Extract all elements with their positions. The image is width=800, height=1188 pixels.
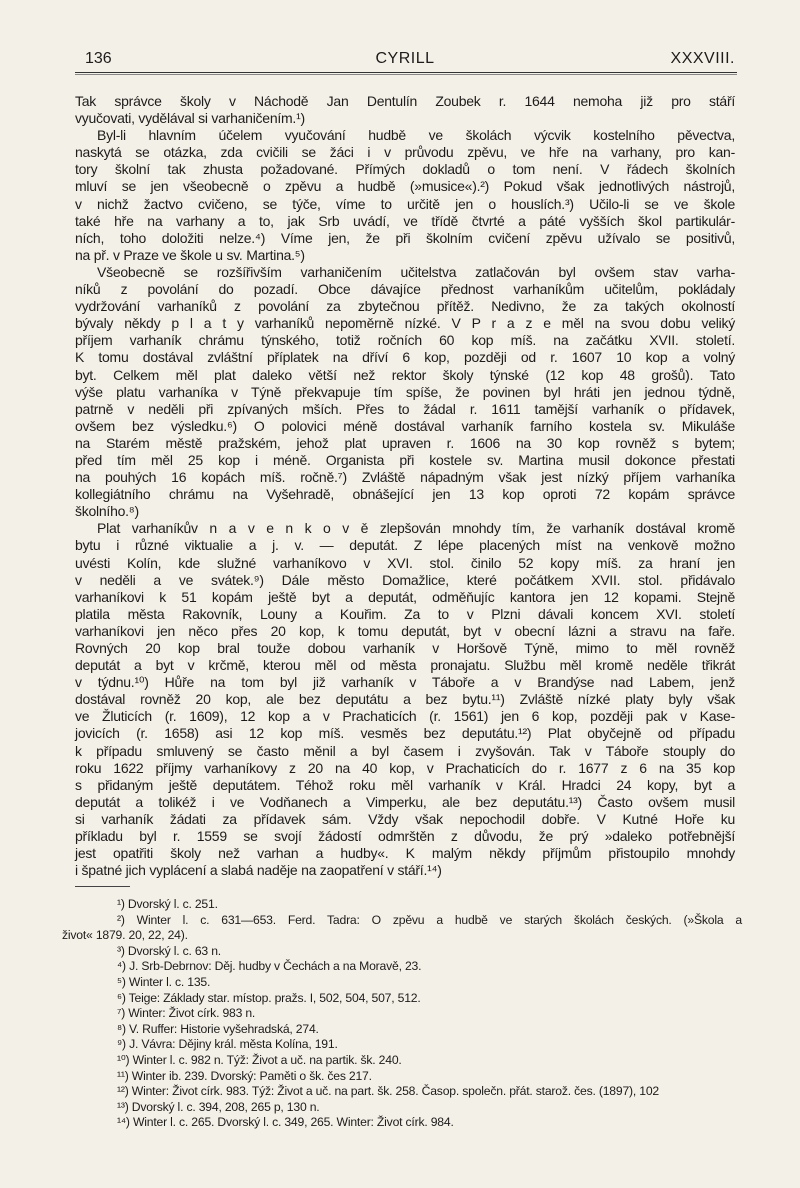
journal-title: CYRILL (375, 50, 435, 67)
text-line: s přidaným ještě deputátem. Téhož roku měl varhaník v Král. Hradci 24 kopy, byt a (75, 776, 735, 793)
text-line: tory školní tak zhusta požadované. Přímých dokladů o tom není. V řádech školních (75, 161, 735, 178)
text-line: patrně v neděli při zpívaných mších. Přes to žádal r. 1611 tamější varhaník o přídavek, (75, 400, 735, 417)
text-line: deputát a tolikéž i ve Vodňanech a Vimperku, ale bez deputátu.¹³) Často ovšem musil (75, 793, 735, 810)
body-text (75, 93, 735, 879)
text-line: také hře na varhany a to, jak Srb uvádí, ve třídě čtvrté a páté vyšších škol partikulár- (75, 212, 735, 229)
text-line: na př. v Praze ve škole u sv. Martina.⁵) (75, 246, 305, 263)
text-line: Plat varhaníkův n a v e n k o v ě zlepšován mnohdy tím, že varhaník dostával kromě (97, 520, 735, 537)
text-line: i špatné jich vyplácení a slabá naděje na zaopatření v stáří.¹⁴) (75, 862, 442, 879)
text-line: Všeobecně se rozšířivším varhaničením učitelstva zatlačován byl ovšem stav varha- (97, 263, 735, 280)
text-line: uvésti Kolín, kde služné varhaníkovo v XVI. stol. činilo 52 kopy míš. za hraní jen (75, 554, 735, 571)
text-line: Rovných 20 kop bral touže dobou varhaník v Horšově Týně, mimo to měl rovněž (75, 640, 735, 656)
volume-number: XXXVIII. (670, 50, 735, 67)
text-line: byt. Celkem měl plat daleko větší než rektor školy týnské (12 kop 48 grošů). Tato (75, 366, 735, 383)
footnote: ⁶) Teige: Základy star. místop. pražs. I, 502, 504, 507, 512. (117, 990, 421, 1005)
text-line: deputát a byt v krčmě, kterou měl od města pronajatu. Službu měl kromě neděle třikrát (75, 657, 735, 674)
header-rule (75, 72, 737, 75)
text-line: příkladu byl r. 1559 se svojí žádostí odmrštěn z důvodu, že prý »daleko potřebnější (75, 828, 735, 845)
footnote-separator (75, 886, 130, 887)
text-line: v neděli a ve svátek.⁹) Dále město Domažlice, které počátkem XVII. stol. přidávalo (75, 571, 735, 588)
footnote: ¹²) Winter: Život círk. 983. Týž: Život a uč. na part. šk. 258. Časop. společn. přát. starož. čes. (1897), 102 (117, 1084, 660, 1099)
page-number: 136 (85, 50, 112, 67)
text-line: mluví se jen všeobecně o zpěvu a hudbě (»musice«).²) Pokud však jednotlivých nástrojů, (75, 178, 735, 195)
footnotes (62, 897, 742, 1131)
footnote: ¹³) Dvorský l. c. 394, 208, 265 p, 130 n. (117, 1099, 320, 1114)
text-line: ních, toho doložiti nelze.⁴) Víme jen, že při školním cvičení zpěvu užívalo se positivů, (75, 229, 735, 246)
footnote: ¹⁰) Winter l. c. 982 n. Týž: Život a uč. na partik. šk. 240. (117, 1052, 402, 1067)
text-line: výše platu varhaníka v Týně překvapuje tím spíše, že povinen byl hráti jen jednou týdně, (75, 383, 735, 400)
text-line: naskytá se otázka, zda cvičili se žáci i v průvodu zpěvu, ve hře na varhany, pro kan- (75, 144, 735, 161)
text-line: níků z povolání do pozadí. Obce dávajíce přednost varhaníkům učitelům, pokládaly (75, 281, 735, 298)
text-line: roku 1622 příjmy varhaníkovy z 20 na 40 kop, v Prachaticích do r. 1677 z 6 na 35 kop (75, 759, 735, 776)
paragraph (75, 93, 735, 127)
text-line: bývaly někdy p l a t y varhaníků nepoměrně nízké. V P r a z e měl na svou dobu veliký (75, 315, 735, 332)
footnote: ³) Dvorský l. c. 63 n. (117, 943, 221, 958)
footnote: ⁴) J. Srb-Debrnov: Děj. hudby v Čechách a na Moravě, 23. (117, 959, 422, 974)
paragraph (75, 127, 735, 264)
text-line: Byl-li hlavním účelem vyučování hudbě ve školách výcvik kostelního pěvectva, (97, 127, 735, 144)
text-line: jovicích (r. 1658) asi 12 kop míš. vesměs bez deputátu.¹²) Plat obyčejně od případu (75, 725, 735, 742)
text-line: v nichž žactvo cvičeno, se týče, víme to určitě jen o houslích.³) Učilo-li se ve škole (75, 195, 735, 212)
footnote: ⁵) Winter l. c. 135. (117, 974, 211, 989)
text-line: Tak správce školy v Náchodě Jan Dentulín Zoubek r. 1644 nemoha již pro stáří (75, 93, 735, 109)
text-line: ve Žluticích (r. 1609), 12 kop a v Prachaticích (r. 1561) jen 6 kop, později pak v Kase- (75, 708, 735, 725)
text-line: dostával rovněž 20 kop, ale bez deputátu a bez bytu.¹¹) Zvláště nízké platy byly však (75, 691, 735, 708)
text-line: před tím měl 25 kop i méně. Organista při kostele sv. Martina musil dokonce přestati (75, 451, 735, 468)
text-line: na Starém městě pražském, jehož plat upraven r. 1606 na 30 kop rovněž s bytem; (75, 434, 735, 451)
footnote: ⁷) Winter: Život círk. 983 n. (117, 1006, 256, 1021)
paragraph (75, 264, 735, 520)
paragraph (75, 520, 735, 879)
footnote: ⁸) V. Ruffer: Historie vyšehradská, 274. (117, 1021, 319, 1036)
text-line: si varhaník žádati za přídavek sám. Vždy však nepochodil dobře. V Kutné Hoře ku (75, 810, 735, 827)
text-line: ovšem bez výsledku.⁶) O polovici méně dostával varhaník farního kostela sv. Mikuláše (75, 417, 735, 434)
text-line: bytu i různé viktualie a j. v. — deputát. Z lépe placených míst na venkově možno (75, 537, 735, 554)
footnote: ⁹) J. Vávra: Dějiny král. města Kolína, 191. (117, 1037, 338, 1052)
running-header (75, 50, 735, 70)
text-line: varhaníkovi k 51 kopám ještě byt a deputát, odměňujíc kantora jen 12 kopami. Stejně (75, 588, 735, 605)
text-line: k případu smluvený se často měnil a byl časem i zvyšován. Tak v Táboře stouply do (75, 742, 735, 759)
footnote: ¹⁴) Winter l. c. 265. Dvorský l. c. 349, 265. Winter: Život círk. 984. (117, 1115, 454, 1130)
text-line: varhaníkovi jen něco přes 20 kop, k tomu deputát, byt v obecní lázni a stravu na faře. (75, 622, 735, 639)
text-line: jest opatřiti školy než varhan a hudby«. K malým někdy příjmům přistoupilo mnohdy (75, 845, 735, 862)
text-line: na pouhých 16 kopách míš. ročně.⁷) Zvláště nápadným však jest nízký příjem varhaníka (75, 469, 735, 486)
footnote: ¹) Dvorský l. c. 251. (117, 897, 218, 911)
text-line: vydržování varhaníků z povolání za zbytečnou přítěž. Nedivno, že za takých okolností (75, 298, 735, 315)
text-line: školního.⁸) (75, 503, 139, 520)
footnote: ¹¹) Winter ib. 239. Dvorský: Paměti o šk. čes 217. (117, 1068, 372, 1083)
text-line: platila města Rakovník, Louny a Kouřim. Za to v Plzni dávali koncem XVI. století (75, 605, 735, 622)
text-line: v týdnu.¹⁰) Hůře na tom byl již varhaník v Táboře a v Brandýse nad Labem, jenž (75, 674, 735, 691)
text-line: příjem varhaník chrámu týnského, totiž ročních 60 kop míš. na začátku XVII. století. (75, 332, 735, 349)
footnote: život« 1879. 20, 22, 24). (62, 928, 188, 943)
text-line: vyučovati, vydělával si varhaničením.¹) (75, 110, 305, 127)
text-line: K tomu dostával zvláštní příplatek na dříví 6 kop, později od r. 1607 10 kop a volný (75, 349, 735, 366)
text-line: kollegiátního chrámu na Vyšehradě, obnášející jen 13 kop oproti 72 kopám správce (75, 486, 735, 503)
footnote: ²) Winter l. c. 631—653. Ferd. Tadra: O zpěvu a hudbě ve starých školách českých. (»Škola a (117, 912, 742, 927)
